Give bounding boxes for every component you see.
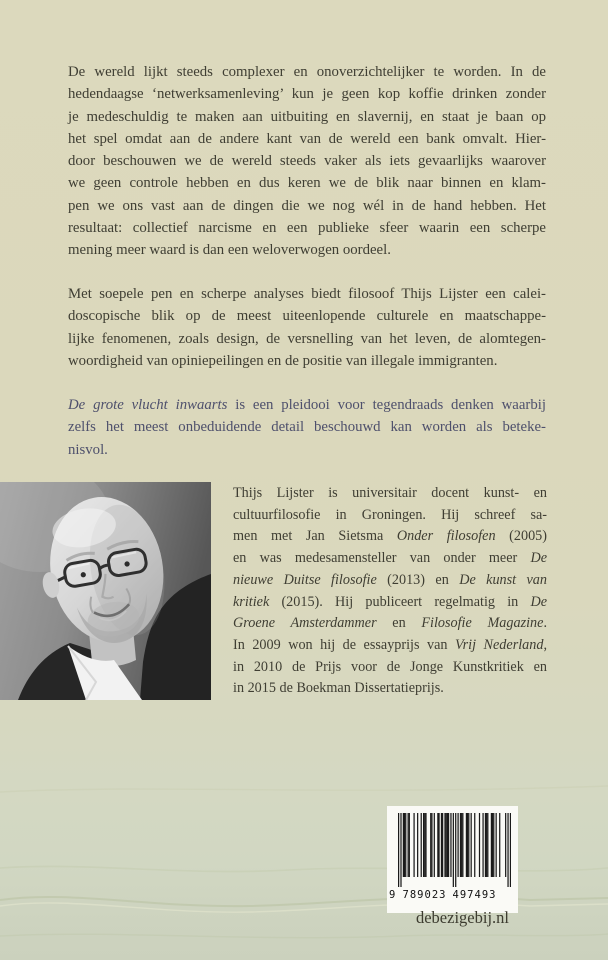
text-line: men met Jan Sietsma Onder filosofen (2005) xyxy=(233,528,547,545)
barcode-digits-right: 497493 xyxy=(452,889,497,901)
text-line: in 2010 de Prijs voor de Jonge Kunstkritiek en xyxy=(233,658,547,675)
text-line: Groene Amsterdammer en Filosofie Magazine. xyxy=(233,615,547,632)
text-line: nisvol. xyxy=(68,441,108,458)
text-line: cultuurfilosofie in Groningen. Hij schreef sa- xyxy=(233,506,547,523)
blurb-paragraph-2 xyxy=(68,283,546,372)
author-photo xyxy=(0,482,211,700)
author-bio xyxy=(233,483,547,700)
text-line: doscopische blik op de meest uiteenlopende culturele en maatschappe- xyxy=(68,308,546,325)
barcode-number xyxy=(387,889,518,905)
text-line: zelfs het meest onbeduidende detail beschouwd kan worden als beteke- xyxy=(68,419,546,436)
barcode xyxy=(387,806,518,913)
text-line: pen we ons vast aan de dingen die we nog wél in de hand hebben. Het xyxy=(68,197,546,214)
text-line: in 2015 de Boekman Dissertatieprijs. xyxy=(233,680,444,697)
barcode-digit-first: 9 xyxy=(389,889,396,901)
text-line: In 2009 won hij de essayprijs van Vrij Nederland, xyxy=(233,636,547,653)
text-line: De grote vlucht inwaarts is een pleidooi voor tegendraads denken waarbij xyxy=(68,397,546,413)
text-line: en was medesamensteller van onder meer De xyxy=(233,550,547,567)
text-line: woordigheid van opiniepeilingen en de positie van illegale immigranten. xyxy=(68,352,498,369)
text-line: het spel omdat aan de andere kant van de wereld een bank omvalt. Hier- xyxy=(68,130,546,147)
text-line: mening meer waard is dan een weloverwogen oordeel. xyxy=(68,242,391,259)
text-line: De wereld lijkt steeds complexer en onoverzichtelijker te worden. In de xyxy=(68,64,546,80)
text-line: je medeschuldig te maken aan uitbuiting en slavernij, en staat je baan op xyxy=(68,108,546,125)
text-line: we geen controle hebben en dus keren we de blik naar binnen en klam- xyxy=(68,175,546,192)
barcode-digits-left: 789023 xyxy=(402,889,447,901)
text-line: resultaat: collectief narcisme en een publieke sfeer waarin een scherpe xyxy=(68,220,546,237)
text-line: hedendaagse ‘netwerksamenleving’ kun je geen kop koffie drinken zonder xyxy=(68,86,546,103)
text-line: Met soepele pen en scherpe analyses biedt filosoof Thijs Lijster een calei- xyxy=(68,286,546,302)
publisher-url: debezigebij.nl xyxy=(415,908,509,927)
blurb-paragraph-1 xyxy=(68,61,546,262)
text-line: door beschouwen we de wereld steeds vaker als iets gevaarlijks waarover xyxy=(68,153,546,170)
text-line: kritiek (2015). Hij publiceert regelmatig in De xyxy=(233,593,547,610)
author-portrait-graphic xyxy=(0,482,211,700)
text-line: lijke fenomenen, zoals design, de versnelling van het leven, de alomtegen- xyxy=(68,330,546,347)
barcode-bars xyxy=(398,813,511,887)
text-line: Thijs Lijster is universitair docent kunst- en xyxy=(233,485,547,501)
text-line: nieuwe Duitse filosofie (2013) en De kunst van xyxy=(233,571,547,588)
blurb-paragraph-3-accent xyxy=(68,394,546,461)
